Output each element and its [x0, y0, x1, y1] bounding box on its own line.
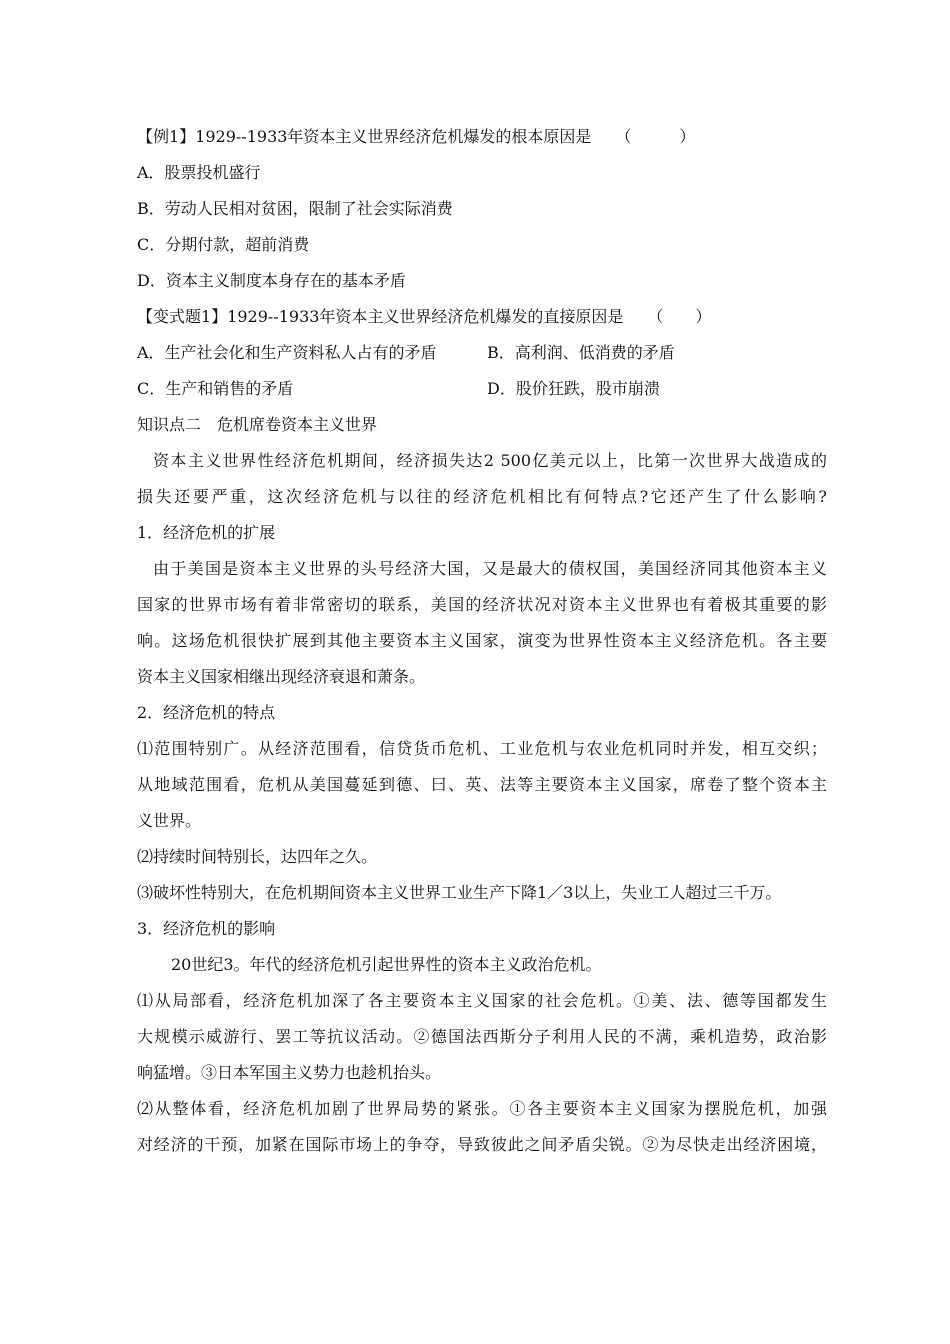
sec2-title: 2．经济危机的特点 [137, 703, 276, 722]
sec1-line-4: 资本主义国家相继出现经济衰退和萧条。 [137, 667, 426, 686]
sec2-line-1: ⑴范围特别广。从经济范围看，信贷货币危机、工业危机与农业危机同时并发，相互交织； [137, 739, 827, 758]
variant1-option-a: A．生产社会化和生产资料私人占有的矛盾 [137, 343, 437, 362]
example1-option-a: A．股票投机盛行 [137, 163, 261, 182]
sec1-title: 1．经济危机的扩展 [137, 523, 276, 542]
sec3-line-5: 对经济的干预，加紧在国际市场上的争夺，导致彼此之间矛盾尖锐。②为尽快走出经济困境， [137, 1135, 827, 1154]
section-heading: 知识点二 危机席卷资本主义世界 [137, 415, 378, 434]
intro-line-2: 损失还要严重，这次经济危机与以往的经济危机相比有何特点?它还产生了什么影响? [137, 487, 827, 506]
variant1-option-c: C．生产和销售的矛盾 [137, 379, 294, 398]
variant1-question: 【变式题1】1929--1933年资本主义世界经济危机爆发的直接原因是 （ ） [137, 307, 712, 326]
example1-option-c: C．分期付款，超前消费 [137, 235, 310, 254]
sec2-line-3: 义世界。 [137, 811, 202, 830]
sec3-title: 3．经济危机的影响 [137, 919, 276, 938]
sec1-line-2: 国家的世界市场有着非常密切的联系，美国的经济状况对资本主义世界也有着极其重要的影 [137, 595, 827, 614]
variant1-option-b: B．高利润、低消费的矛盾 [487, 343, 675, 362]
sec3-intro: 20世纪3。年代的经济危机引起世界性的资本主义政治危机。 [171, 955, 602, 974]
variant1-option-d: D．股价狂跌，股市崩溃 [487, 379, 660, 398]
sec3-line-4: ⑵从整体看，经济危机加剧了世界局势的紧张。①各主要资本主义国家为摆脱危机，加强 [137, 1099, 827, 1118]
sec3-line-3: 响猛增。③日本军国主义势力也趁机抬头。 [137, 1063, 442, 1082]
sec1-line-1: 由于美国是资本主义世界的头号经济大国，又是最大的债权国，美国经济同其他资本主义 [153, 559, 827, 578]
sec1-line-3: 响。这场危机很快扩展到其他主要资本主义国家，演变为世界性资本主义经济危机。各主要 [137, 631, 827, 650]
sec2-line-5: ⑶破坏性特别大，在危机期间资本主义世界工业生产下降1／3以上，失业工人超过三千万。 [137, 883, 782, 902]
sec2-line-4: ⑵持续时间特别长，达四年之久。 [137, 847, 378, 866]
example1-option-d: D．资本主义制度本身存在的基本矛盾 [137, 271, 406, 290]
sec3-line-2: 大规模示威游行、罢工等抗议活动。②德国法西斯分子利用人民的不满，乘机造势，政治影 [137, 1027, 827, 1046]
example1-option-b: B．劳动人民相对贫困，限制了社会实际消费 [137, 199, 453, 218]
intro-line-1: 资本主义世界性经济危机期间，经济损失达2 500亿美元以上，比第一次世界大战造成的 [153, 451, 827, 470]
example1-question: 【例1】1929--1933年资本主义世界经济危机爆发的根本原因是 （ ） [137, 127, 696, 146]
sec2-line-2: 从地域范围看，危机从美国蔓延到德、曰、英、法等主要资本主义国家，席卷了整个资本主 [137, 775, 827, 794]
sec3-line-1: ⑴从局部看，经济危机加深了各主要资本主义国家的社会危机。①美、法、德等国都发生 [137, 991, 827, 1010]
